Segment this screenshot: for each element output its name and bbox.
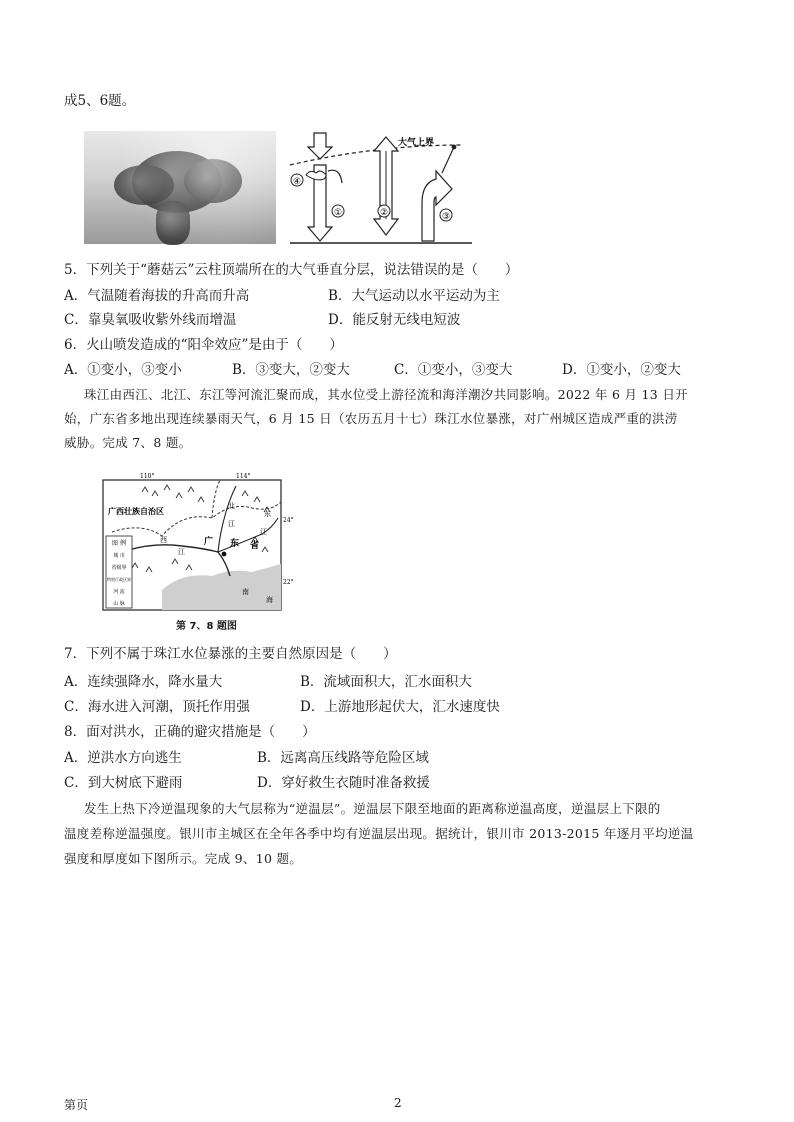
q6-option-c[interactable]: C．①变小，③变大 xyxy=(394,362,513,378)
map-river-bei-2: 江 xyxy=(228,520,235,528)
upper-atmosphere-label: 大气上界 xyxy=(398,138,435,148)
map-legend-title: 图 例 xyxy=(112,540,126,547)
map-province-char-1: 广 xyxy=(204,537,214,547)
arrow-label-3: ③ xyxy=(441,212,451,222)
passage-9-10-line-3: 强度和厚度如下图所示。完成 9、10 题。 xyxy=(64,851,303,866)
passage-7-8-line-1: 珠江由西江、北江、东江等河流汇聚而成，其水位受上游径流和海洋潮汐共同影响。2022 年 6 月 13 日开 xyxy=(84,387,688,402)
map-legend-item-city: 城 市 xyxy=(113,553,125,559)
map-lat-24: 24° xyxy=(283,517,294,524)
map-legend-item-river: 河 流 xyxy=(113,589,125,595)
map-river-xi-2: 江 xyxy=(178,548,185,556)
q7-stem: 7．下列不属于珠江水位暴涨的主要自然原因是（ ） xyxy=(64,646,397,662)
passage-7-8-line-3: 威胁。完成 7、8 题。 xyxy=(64,435,192,450)
q7-option-a[interactable]: A．连续强降水，降水量大 xyxy=(64,674,223,690)
map-legend-item-sar-boundary: 特别行政区界 xyxy=(107,577,131,582)
map-lon-110: 110° xyxy=(140,473,155,480)
arrow-label-4: ④ xyxy=(292,177,302,187)
map-legend-item-province-boundary: 省级界 xyxy=(111,565,127,571)
q6-option-b[interactable]: B．③变大，②变大 xyxy=(232,362,350,378)
q6-option-a[interactable]: A．①变小，③变小 xyxy=(64,362,182,378)
passage-9-10-line-1: 发生上热下冷逆温现象的大气层称为“逆温层”。逆温层下限至地面的距离称逆温高度，逆温层上下限的 xyxy=(84,801,661,816)
q8-option-c[interactable]: C．到大树底下避雨 xyxy=(64,775,183,791)
mushroom-cloud-photo xyxy=(84,131,276,244)
q8-option-a[interactable]: A．逆洪水方向逃生 xyxy=(64,750,182,766)
map-river-xi-1: 西 xyxy=(160,536,167,544)
q5-option-b[interactable]: B．大气运动以水平运动为主 xyxy=(328,288,500,304)
map-sea-char-2: 海 xyxy=(266,596,273,604)
q7-option-c[interactable]: C．海水进入河潮，顶托作用强 xyxy=(64,699,250,715)
q5-option-d[interactable]: D．能反射无线电短波 xyxy=(328,312,461,328)
q8-option-b[interactable]: B．远离高压线路等危险区域 xyxy=(257,750,429,766)
q6-stem: 6．火山喷发造成的“阳伞效应”是由于（ ） xyxy=(64,337,343,353)
q5-option-c[interactable]: C．靠臭氧吸收紫外线而增温 xyxy=(64,312,237,328)
map-lat-22: 22° xyxy=(283,579,294,586)
footer-page-label: 第页 xyxy=(64,1098,89,1112)
pearl-river-map xyxy=(102,472,294,612)
atmosphere-radiation-diagram xyxy=(286,131,478,248)
q8-option-d[interactable]: D．穿好救生衣随时准备救援 xyxy=(257,775,430,791)
q5-stem: 5．下列关于“蘑菇云”云柱顶端所在的大气垂直分层，说法错误的是（ ） xyxy=(64,262,519,278)
map-legend-item-mountain: 山 脉 xyxy=(113,601,125,607)
arrow-label-2: ② xyxy=(379,208,389,218)
passage-9-10-line-2: 温度差称逆温强度。银川市主城区在全年各季中均有逆温层出现。据统计，银川市 2013-2015 年逐月平均逆温 xyxy=(64,826,694,841)
map-river-dong-2: 江 xyxy=(260,528,267,536)
arrow-label-1: ① xyxy=(333,208,343,218)
passage-7-8-line-2: 始，广东省多地出现连续暴雨天气，6 月 15 日（农历五月十七）珠江水位暴涨，对广州城区造成严重的洪涝 xyxy=(64,411,678,426)
intro-text: 成5、6题。 xyxy=(64,93,136,109)
footer-page-number: 2 xyxy=(394,1096,402,1110)
map-province-char-3: 省 xyxy=(250,541,260,551)
q7-option-b[interactable]: B．流域面积大，汇水面积大 xyxy=(300,674,472,690)
map-province-char-2: 东 xyxy=(230,539,240,549)
map-region-guangxi: 广西壮族自治区 xyxy=(108,506,164,516)
q7-option-d[interactable]: D．上游地形起伏大，汇水速度快 xyxy=(300,699,500,715)
map-river-bei-1: 北 xyxy=(228,502,235,510)
map-sea-char-1: 南 xyxy=(242,588,249,596)
q5-option-a[interactable]: A．气温随着海拔的升高而升高 xyxy=(64,288,250,304)
map-lon-114: 114° xyxy=(236,473,251,480)
map-caption: 第 7、8 题图 xyxy=(176,621,237,632)
q6-option-d[interactable]: D．①变小，②变大 xyxy=(562,362,681,378)
map-river-dong-1: 东 xyxy=(264,510,271,518)
q8-stem: 8．面对洪水，正确的避灾措施是（ ） xyxy=(64,724,316,740)
